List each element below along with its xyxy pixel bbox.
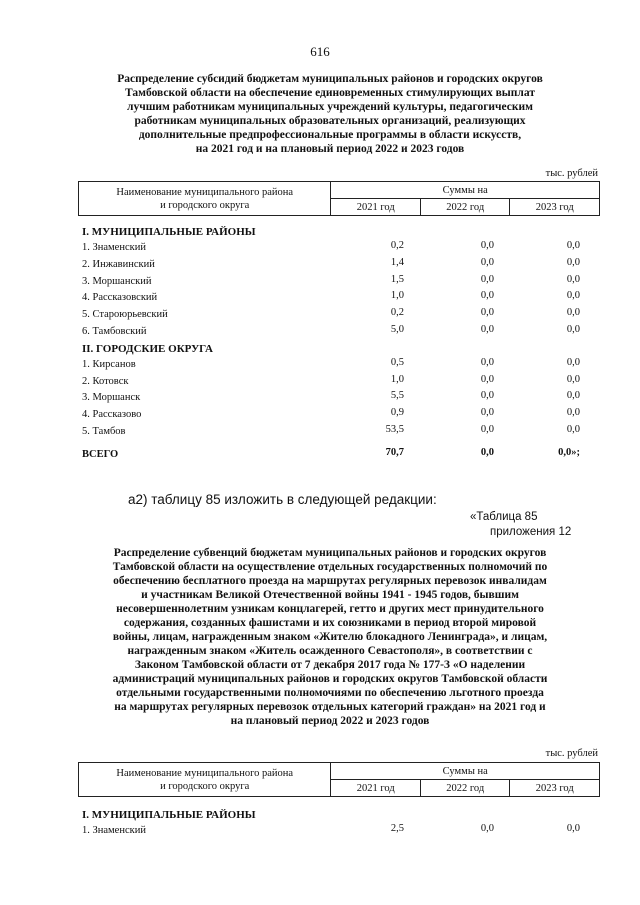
- row-value-2022: 0,0: [480, 307, 494, 319]
- row-name: 1. Кирсанов: [82, 358, 136, 370]
- table1-header: [78, 181, 600, 216]
- header-year-2023: 2023 год: [510, 780, 600, 797]
- table-row: [82, 374, 600, 391]
- table1-title-line: работникам муниципальных образовательных организаций, реализующих: [134, 115, 526, 127]
- table-row: [82, 357, 600, 374]
- row-value-2021: 53,5: [385, 423, 404, 435]
- total-label: ВСЕГО: [82, 448, 119, 460]
- section-heading-text: I. МУНИЦИПАЛЬНЫЕ РАЙОНЫ: [82, 809, 256, 821]
- table-caption-line1: «Таблица 85: [470, 511, 538, 523]
- row-value-2023: 0,0: [566, 256, 580, 268]
- row-value-2021: 1,5: [390, 273, 404, 285]
- section-heading: [82, 807, 600, 823]
- total-row: [82, 447, 600, 464]
- row-value-2022: 0,0: [480, 407, 494, 419]
- row-value-2022: 0,0: [480, 290, 494, 302]
- row-name: 1. Знаменский: [82, 242, 146, 253]
- table-row: [82, 307, 600, 324]
- row-value-2023: 0,0: [566, 407, 580, 419]
- table-row: [82, 390, 600, 407]
- row-name: 4. Рассказовский: [82, 292, 158, 304]
- row-value-2021: 0,9: [390, 407, 404, 419]
- total-value-2022: 0,0: [480, 446, 494, 458]
- row-value-2021: 0,5: [390, 356, 404, 368]
- table-row: [82, 324, 600, 341]
- table1-title-line: Распределение субсидий бюджетам муниципальных районов и городских округов: [117, 73, 543, 85]
- table2-header: [78, 762, 600, 797]
- table-caption: [470, 510, 571, 540]
- table1-body: [82, 224, 600, 464]
- table2-title-line: несовершеннолетним узникам концлагерей, гетто и других мест принудительного: [116, 603, 544, 615]
- row-value-2021: 5,5: [390, 390, 404, 402]
- header-year-2023: 2023 год: [510, 199, 600, 216]
- row-name: 4. Рассказово: [82, 409, 142, 421]
- section-heading-text: I. МУНИЦИПАЛЬНЫЕ РАЙОНЫ: [82, 226, 256, 238]
- row-value-2021: 5,0: [390, 323, 404, 335]
- row-name: 1. Знаменский: [82, 825, 146, 836]
- row-name: 5. Тамбов: [82, 425, 126, 437]
- table-row: [82, 424, 600, 441]
- table1-units: тыс. рублей: [545, 168, 598, 179]
- table2-units: тыс. рублей: [545, 748, 598, 759]
- table2-title-line: Распределение субвенций бюджетам муниципальных районов и городских округов: [113, 547, 547, 559]
- row-value-2023: 0,0: [566, 373, 580, 385]
- row-value-2022: 0,0: [480, 823, 494, 834]
- header-name-cell: [79, 182, 331, 216]
- header-name-line2: и городского округа: [160, 780, 250, 792]
- table2-title-line: обеспечению бесплатного проезда на маршрутах регулярных перевозок инвалидам: [113, 575, 547, 587]
- table2-title: [78, 546, 582, 728]
- row-value-2022: 0,0: [480, 323, 494, 335]
- row-value-2023: 0,0: [566, 390, 580, 402]
- table2-title-line: войны, лицам, награжденным знаком «Жителю блокадного Ленинграда», и лицам,: [112, 631, 548, 643]
- header-year-2022: 2022 год: [420, 780, 510, 797]
- header-name-cell: [79, 763, 331, 797]
- row-value-2023: 0,0: [566, 290, 580, 302]
- row-name: 2. Котовск: [82, 375, 129, 387]
- row-value-2023: 0,0: [566, 823, 580, 834]
- row-value-2023: 0,0: [566, 307, 580, 319]
- header-year-2021: 2021 год: [331, 780, 421, 797]
- row-value-2022: 0,0: [480, 373, 494, 385]
- row-value-2021: 1,0: [390, 290, 404, 302]
- table2-title-line: Законом Тамбовской области от 7 декабря 2017 года № 177-З «О наделении: [134, 659, 526, 671]
- header-year-2022: 2022 год: [420, 199, 510, 216]
- section-heading: [82, 341, 600, 357]
- row-value-2022: 0,0: [480, 273, 494, 285]
- amendment-paragraph: а2) таблицу 85 изложить в следующей редакции:: [128, 492, 437, 507]
- row-name: 2. Инжавинский: [82, 258, 155, 270]
- table2-title-line: и участникам Великой Отечественной войны 1941 - 1945 годов, бывшим: [141, 589, 519, 601]
- table2-title-line: на маршрутах регулярных перевозок отдельных категорий граждан» на 2021 год и: [114, 701, 546, 713]
- table1-title: [80, 72, 580, 156]
- row-value-2022: 0,0: [480, 240, 494, 251]
- table1-title-line: дополнительные предпрофессиональные программы в области искусств,: [138, 129, 522, 141]
- table-row: [82, 240, 600, 257]
- table-caption-line2: приложения 12: [490, 526, 572, 538]
- header-sums: Суммы на: [331, 763, 600, 780]
- row-value-2023: 0,0: [566, 356, 580, 368]
- table2-title-line: отдельными государственными полномочиями по обеспечению льготного проезда: [116, 687, 544, 699]
- row-value-2022: 0,0: [480, 390, 494, 402]
- table2-title-line: содержания, созданных фашистами и их союзниками в период второй мировой: [123, 617, 537, 629]
- table2-title-line: Тамбовской области на осуществление отдельных государственных полномочий по: [112, 561, 548, 573]
- table2-title-line: на плановый период 2022 и 2023 годов: [230, 715, 430, 727]
- table1-title-line: на 2021 год и на плановый период 2022 и 2023 годов: [195, 143, 465, 155]
- row-value-2022: 0,0: [480, 423, 494, 435]
- table2-title-line: награжденным знаком «Житель осажденного Севастополя», в соответствии с: [127, 645, 533, 657]
- row-value-2023: 0,0: [566, 423, 580, 435]
- page-number: 616: [310, 44, 330, 59]
- total-value-2021: 70,7: [385, 446, 404, 458]
- header-year-2021: 2021 год: [331, 199, 421, 216]
- header-sums: Суммы на: [331, 182, 600, 199]
- section-heading-text: II. ГОРОДСКИЕ ОКРУГА: [82, 342, 213, 355]
- header-name-line2: и городского округа: [160, 199, 250, 211]
- row-value-2022: 0,0: [480, 256, 494, 268]
- table-row: [82, 823, 600, 840]
- header-name-line1: Наименование муниципального района: [116, 767, 294, 779]
- row-value-2023: 0,0: [566, 323, 580, 335]
- row-value-2021: 0,2: [390, 307, 404, 319]
- table2-title-line: администраций муниципальных районов и городских округов Тамбовской области: [112, 673, 548, 685]
- row-name: 6. Тамбовский: [82, 325, 147, 337]
- table-row: [82, 257, 600, 274]
- table1-title-line: лучшим работникам муниципальных учреждений культуры, педагогическим: [127, 101, 533, 113]
- row-name: 5. Староюрьевский: [82, 309, 168, 321]
- table-row: [82, 290, 600, 307]
- row-value-2021: 2,5: [390, 823, 404, 834]
- table2-body: [82, 807, 600, 840]
- row-name: 3. Моршанск: [82, 392, 141, 404]
- table1-title-line: Тамбовской области на обеспечение единовременных стимулирующих выплат: [125, 87, 535, 99]
- row-value-2021: 0,2: [390, 240, 404, 251]
- row-value-2023: 0,0: [566, 273, 580, 285]
- row-value-2021: 1,0: [390, 373, 404, 385]
- row-value-2022: 0,0: [480, 356, 494, 368]
- section-heading: [82, 224, 600, 240]
- header-name-line1: Наименование муниципального района: [116, 186, 294, 198]
- row-value-2021: 1,4: [390, 256, 404, 268]
- table-row: [82, 407, 600, 424]
- total-value-2023: 0,0»;: [558, 446, 580, 458]
- row-value-2023: 0,0: [566, 240, 580, 251]
- table-row: [82, 274, 600, 291]
- row-name: 3. Моршанский: [82, 275, 152, 287]
